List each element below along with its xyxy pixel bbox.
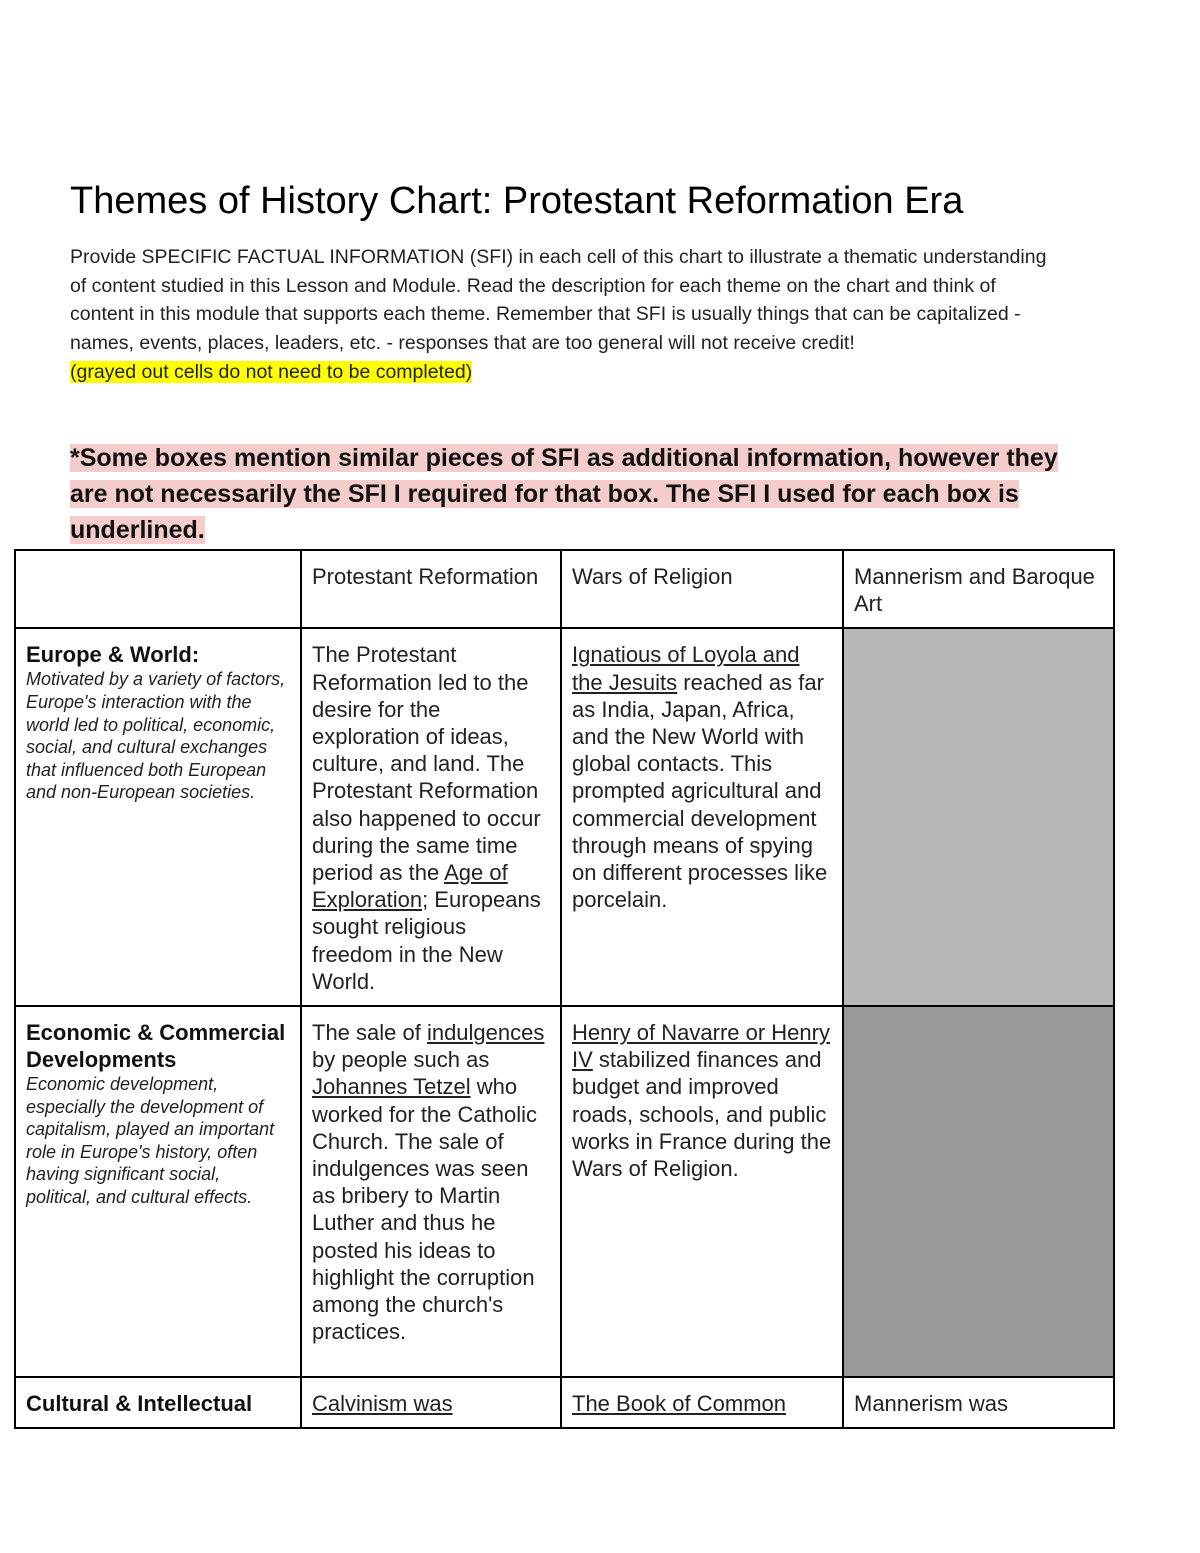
sfi-underlined: Johannes Tetzel	[312, 1074, 471, 1100]
sfi-note-text: *Some boxes mention similar pieces of SFI as additional information, however they are not necessarily the SFI I required for that box. The SFI I used for each box is underlined.	[70, 444, 1058, 544]
sfi-underlined: indulgences	[426, 1020, 545, 1046]
table-header-row	[15, 550, 1114, 628]
theme-name: Europe & World:	[26, 642, 200, 668]
sfi-note	[70, 440, 1060, 548]
theme-cell	[15, 628, 301, 1006]
mannerism-cell[interactable]: Mannerism was	[843, 1377, 1114, 1428]
grayed-out-cell	[843, 1006, 1114, 1377]
cell-text: The Protestant Reformation led to the desire for the exploration of ideas, culture, and land. The Protestant Reformation also happened to occur during the same time period as the	[312, 642, 541, 886]
theme-cell	[15, 1377, 301, 1428]
sfi-underlined: Henry of Navarre or Henry IV	[572, 1020, 830, 1073]
protestant-reformation-cell[interactable]	[301, 1006, 561, 1377]
sfi-underlined: The Book of Common	[572, 1391, 786, 1417]
wars-of-religion-cell[interactable]	[561, 1006, 843, 1377]
page-title: Themes of History Chart: Protestant Reformation Era	[70, 180, 964, 222]
intro-paragraph	[70, 243, 1060, 387]
table-row	[15, 1006, 1114, 1377]
theme-cell	[15, 1006, 301, 1377]
grayed-out-cell	[843, 628, 1114, 1006]
wars-of-religion-cell[interactable]	[561, 1377, 843, 1428]
header-wars-of-religion: Wars of Religion	[561, 550, 843, 628]
table-row	[15, 628, 1114, 1006]
cell-text: by people such as	[312, 1047, 490, 1073]
sfi-underlined: Calvinism was	[312, 1391, 453, 1417]
intro-text: Provide SPECIFIC FACTUAL INFORMATION (SFI) in each cell of this chart to illustrate a thematic understanding of content studied in this Lesson and Module. Read the description for each theme on the chart and think of content in this module that supports each theme. Remember that SFI is usually things that can be capitalized - names, events, places, leaders, etc. - responses that are too general will not receive credit!	[70, 246, 1047, 355]
theme-name: Economic & Commercial Developments	[26, 1020, 286, 1073]
themes-table	[14, 549, 1115, 1429]
cell-text: ; Europeans sought religious freedom in the New World.	[312, 887, 541, 994]
table-row	[15, 1377, 1114, 1428]
cell-text: The sale of	[312, 1020, 427, 1046]
protestant-reformation-cell[interactable]	[301, 1377, 561, 1428]
header-protestant-reformation: Protestant Reformation	[301, 550, 561, 628]
empty-header-cell	[15, 550, 301, 628]
cell-text: reached as far as India, Japan, Africa, and the New World with global contacts. This prompted agricultural and commercial development through means of spying on different processes like porcelain.	[572, 669, 828, 913]
cell-text: who worked for the Catholic Church. The sale of indulgences was seen as bribery to Martin Luther and thus he posted his ideas to highlight the corruption among the church's practices.	[312, 1074, 537, 1345]
theme-description: Economic development, especially the development of capitalism, played an important role in Europe's history, often having significant social, political, and cultural effects.	[26, 1074, 275, 1208]
header-mannerism-baroque: Mannerism and Baroque Art	[843, 550, 1114, 628]
wars-of-religion-cell[interactable]	[561, 628, 843, 1006]
sfi-underlined: Ignatious of Loyola and the Jesuits	[572, 642, 800, 695]
theme-name: Cultural & Intellectual	[26, 1391, 253, 1417]
protestant-reformation-cell[interactable]	[301, 628, 561, 1006]
theme-description: Motivated by a variety of factors, Europe's interaction with the world led to political, economic, social, and cultural exchanges that influenced both European and non-European societies.	[26, 669, 286, 803]
grayed-cells-note: (grayed out cells do not need to be completed)	[70, 360, 473, 383]
sfi-underlined: Age of Exploration	[312, 860, 508, 913]
cell-text: stabilized finances and budget and improved roads, schools, and public works in France during the Wars of Religion.	[572, 1047, 832, 1182]
